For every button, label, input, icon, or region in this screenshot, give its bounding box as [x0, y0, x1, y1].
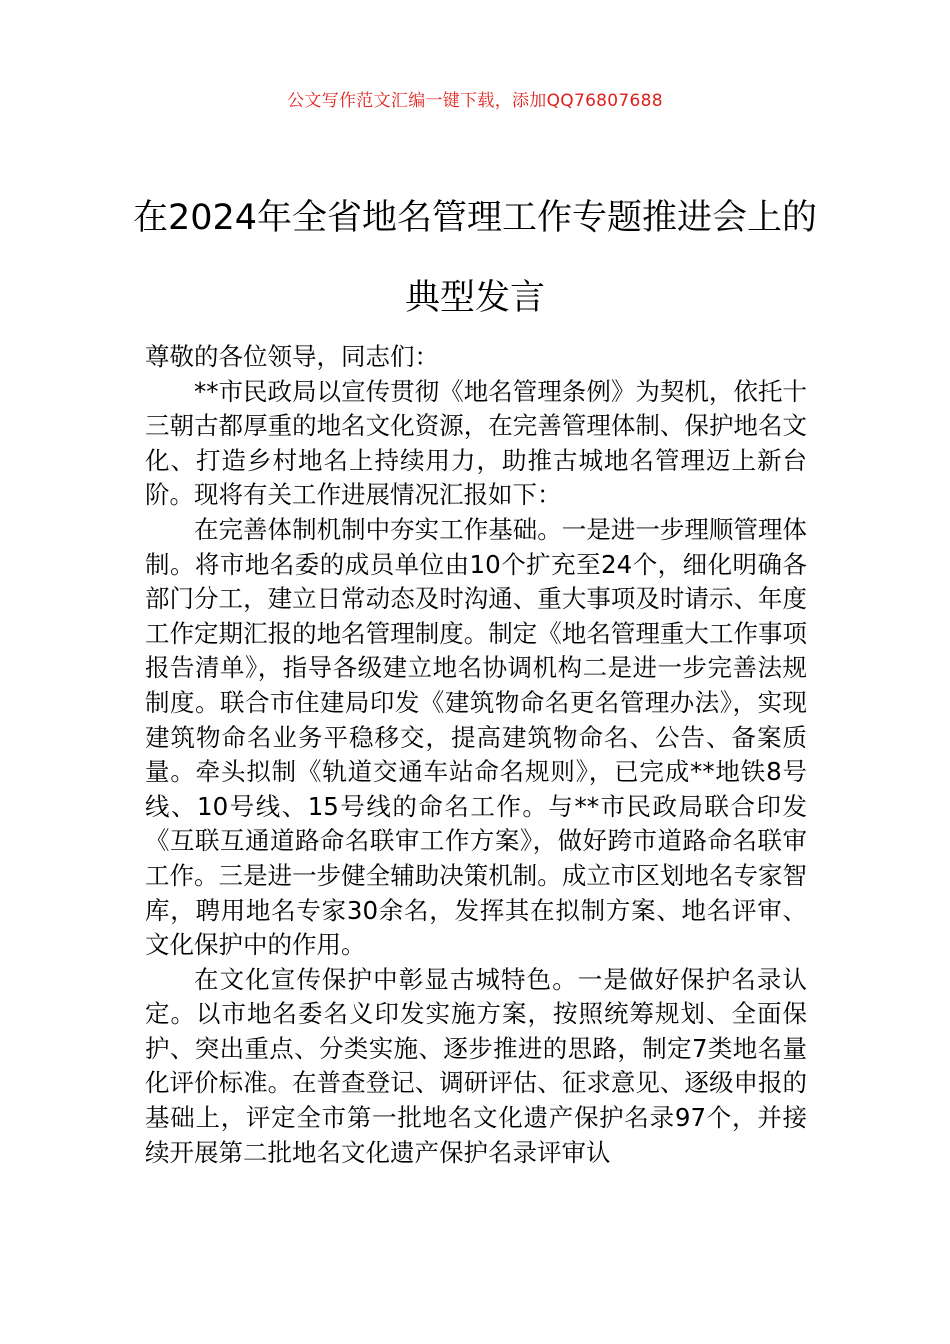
paragraph-cultural-protection: 在文化宣传保护中彰显古城特色。一是做好保护名录认定。以市地名委名义印发实施方案，按照统筹规划、全面保护、突出重点、分类实施、逐步推进的思路，制定7类地名量化评价标准。在普查登记、调研评估、征求意见、逐级申报的基础上，评定全市第一批地名文化遗产保护名录97个，并接续开展第二批地名文化遗产保护名录评审认	[145, 964, 807, 1167]
paragraph-intro: **市民政局以宣传贯彻《地名管理条例》为契机，依托十三朝古都厚重的地名文化资源，在完善管理体制、保护地名文化、打造乡村地名上持续用力，助推古城地名管理迈上新台阶。现将有关工作进展情况汇报如下：	[145, 376, 807, 510]
paragraph-institutional-mechanism: 在完善体制机制中夯实工作基础。一是进一步理顺管理体制。将市地名委的成员单位由10个扩充至24个，细化明确各部门分工，建立日常动态及时沟通、重大事项及时请示、年度工作定期汇报的地名管理制度。制定《地名管理重大工作事项报告清单》，指导各级建立地名协调机构二是进一步完善法规制度。联合市住建局印发《建筑物命名更名管理办法》，实现建筑物命名业务平稳移交，提高建筑物命名、公告、备案质量。牵头拟制《轨道交通车站命名规则》，已完成**地铁8号线、10号线、15号线的命名工作。与**市民政局联合印发《互联互通道路命名联审工作方案》，做好跨市道路命名联审工作。三是进一步健全辅助决策机制。成立市区划地名专家智库，聘用地名专家30余名，发挥其在拟制方案、地名评审、文化保护中的作用。	[145, 514, 807, 960]
salutation: 尊敬的各位领导，同志们：	[145, 342, 439, 371]
document-body	[145, 340, 807, 1170]
document-title: 在2024年全省地名管理工作专题推进会上的典型发言	[132, 198, 818, 318]
download-banner: 公文写作范文汇编一键下载，添加QQ76807688	[287, 91, 663, 111]
